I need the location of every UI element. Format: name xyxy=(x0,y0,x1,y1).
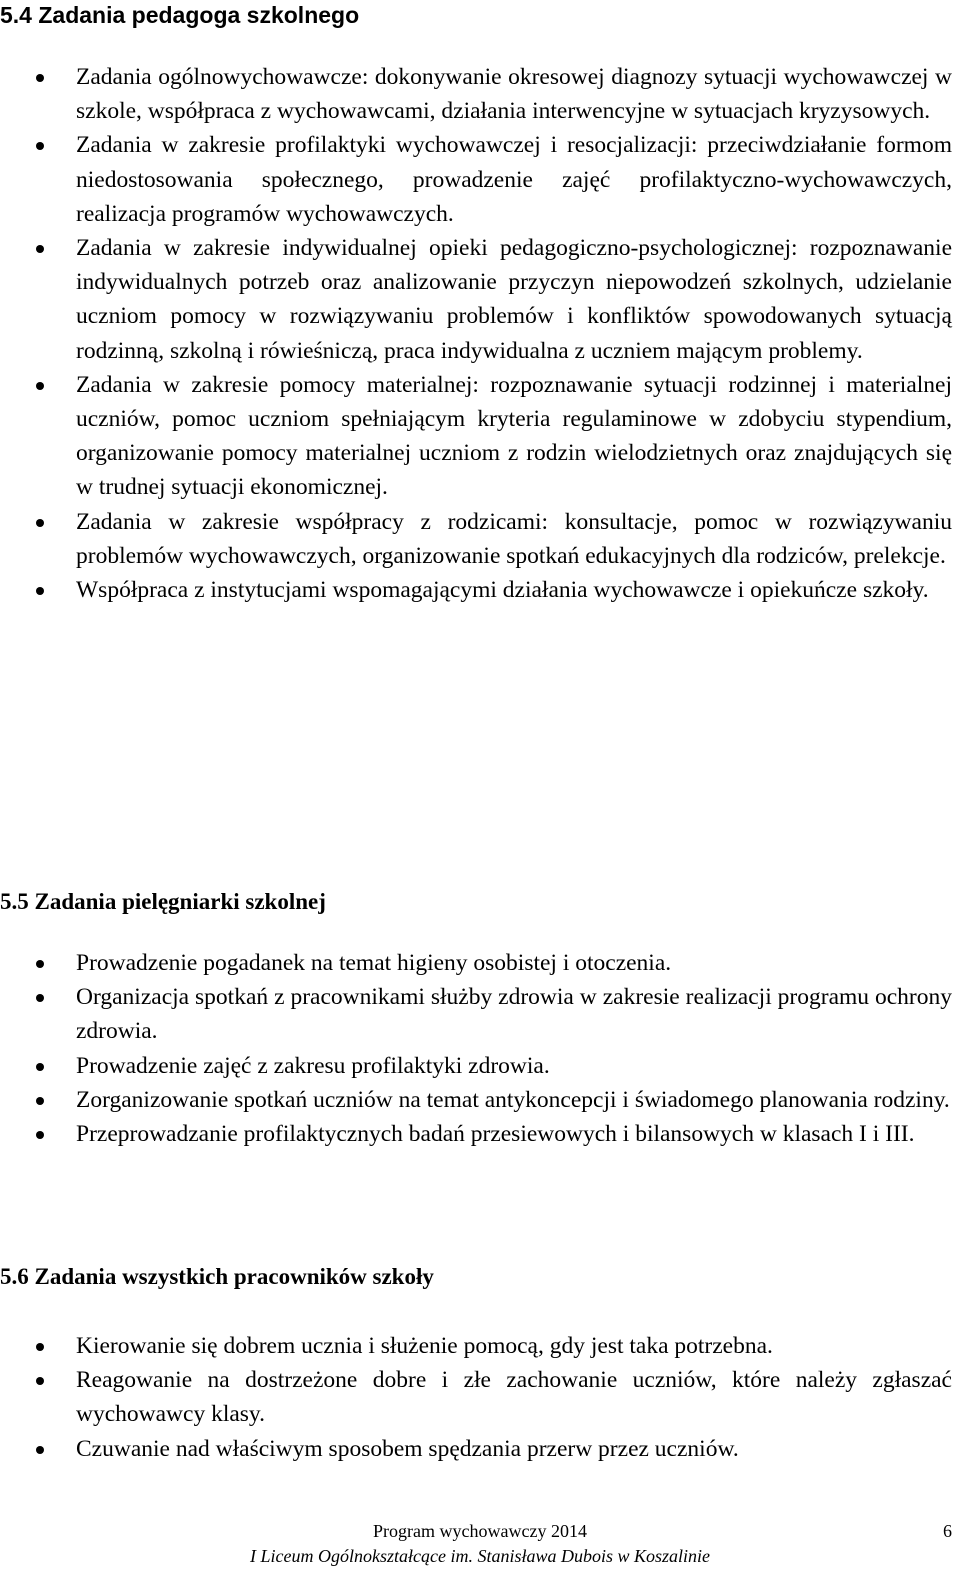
list-item xyxy=(0,1363,952,1431)
list-item xyxy=(0,60,952,128)
list-item-text: Organizacja spotkań z pracownikami służby zdrowia w zakresie realizacji programu ochrony zdrowia. xyxy=(76,984,952,1045)
bullet-icon xyxy=(36,245,44,253)
list-item xyxy=(0,946,952,980)
list-item-text: Zadania w zakresie współpracy z rodzicami: konsultacje, pomoc w rozwiązywaniu problemów wychowawczych, organizowanie spotkań edukacyjnych dla rodziców, prelekcje. xyxy=(76,508,952,569)
bullet-icon xyxy=(36,1063,44,1071)
list-item-text: Kierowanie się dobrem ucznia i służenie pomocą, gdy jest taka potrzebna. xyxy=(76,1333,773,1359)
nurse-tasks-list xyxy=(0,946,952,1151)
list-item-text: Przeprowadzanie profilaktycznych badań przesiewowych i bilansowych w klasach I i III. xyxy=(76,1121,915,1148)
bullet-icon xyxy=(36,587,44,595)
bullet-icon xyxy=(36,382,44,390)
all-staff-tasks-list xyxy=(0,1329,952,1466)
section-heading-5-5: 5.5 Zadania pielęgniarki szkolnej xyxy=(0,889,326,914)
bullet-icon xyxy=(36,74,44,82)
bullet-icon xyxy=(36,1131,44,1139)
list-item xyxy=(0,573,952,607)
list-item xyxy=(0,1329,952,1363)
section-heading-5-4: 5.4 Zadania pedagoga szkolnego xyxy=(0,2,360,28)
list-item xyxy=(0,368,952,505)
footer-school-name: I Liceum Ogólnokształcące im. Stanisława Dubois w Koszalinie xyxy=(250,1546,710,1566)
list-item-text: Zadania ogólnowychowawcze: dokonywanie okresowej diagnozy sytuacji wychowawczej w szkole, współpraca z wychowawcami, działania interwencyjne w sytuacjach kryzysowych. xyxy=(76,64,952,125)
bullet-icon xyxy=(36,960,44,968)
list-item xyxy=(0,1083,952,1117)
bullet-icon xyxy=(36,1377,44,1385)
list-item-text: Reagowanie na dostrzeżone dobre i złe zachowanie uczniów, które należy zgłaszać wychowawcy klasy. xyxy=(76,1367,952,1428)
list-item-text: Zadania w zakresie profilaktyki wychowawczej i resocjalizacji: przeciwdziałanie formom niedostosowania społecznego, prowadzenie zajęć profilaktyczno-wychowawczych, realizacja programów wychowawczych. xyxy=(76,132,952,227)
list-item-text: Współpraca z instytucjami wspomagającymi działania wychowawcze i opiekuńcze szkoły. xyxy=(76,577,929,604)
list-item xyxy=(0,980,952,1048)
bullet-icon xyxy=(36,142,44,150)
list-item-text: Czuwanie nad właściwym sposobem spędzania przerw przez uczniów. xyxy=(76,1435,739,1462)
bullet-icon xyxy=(36,994,44,1002)
pedagogue-tasks-list xyxy=(0,60,952,607)
list-item-text: Prowadzenie zajęć z zakresu profilaktyki zdrowia. xyxy=(76,1052,550,1079)
list-item-text: Zadania w zakresie pomocy materialnej: rozpoznawanie sytuacji rodzinnej i materialnej uczniów, pomoc uczniom spełniającym kryteria regulaminowe w zdobyciu stypendium, organizowanie pomocy materialnej uczniom z rodzin wielodzietnych oraz znajdujących się w trudnej sytuacji ekonomicznej. xyxy=(76,371,952,501)
list-item xyxy=(0,505,952,573)
page-number: 6 xyxy=(943,1521,952,1541)
list-item xyxy=(0,1432,952,1466)
list-item xyxy=(0,1049,952,1083)
list-item xyxy=(0,128,952,231)
list-item xyxy=(0,231,952,368)
section-heading-5-6: 5.6 Zadania wszystkich pracowników szkoły xyxy=(0,1264,434,1289)
bullet-icon xyxy=(36,1343,44,1351)
bullet-icon xyxy=(36,1446,44,1454)
bullet-icon xyxy=(36,519,44,527)
footer-title: Program wychowawczy 2014 xyxy=(373,1521,587,1541)
list-item-text: Prowadzenie pogadanek na temat higieny osobistej i otoczenia. xyxy=(76,950,672,976)
list-item-text: Zadania w zakresie indywidualnej opieki pedagogiczno-psychologicznej: rozpoznawanie indywidualnych potrzeb oraz analizowanie przyczyn niepowodzeń szkolnych, udzielanie uczniom pomocy w rozwiązywaniu problemów i konfliktów spowodowanych sytuacją rodzinną, szkolną i rówieśniczą, praca indywidualna z uczniem mającym problemy. xyxy=(76,235,952,364)
list-item-text: Zorganizowanie spotkań uczniów na temat antykoncepcji i świadomego planowania rodziny. xyxy=(76,1086,950,1113)
bullet-icon xyxy=(36,1097,44,1105)
list-item xyxy=(0,1117,952,1151)
